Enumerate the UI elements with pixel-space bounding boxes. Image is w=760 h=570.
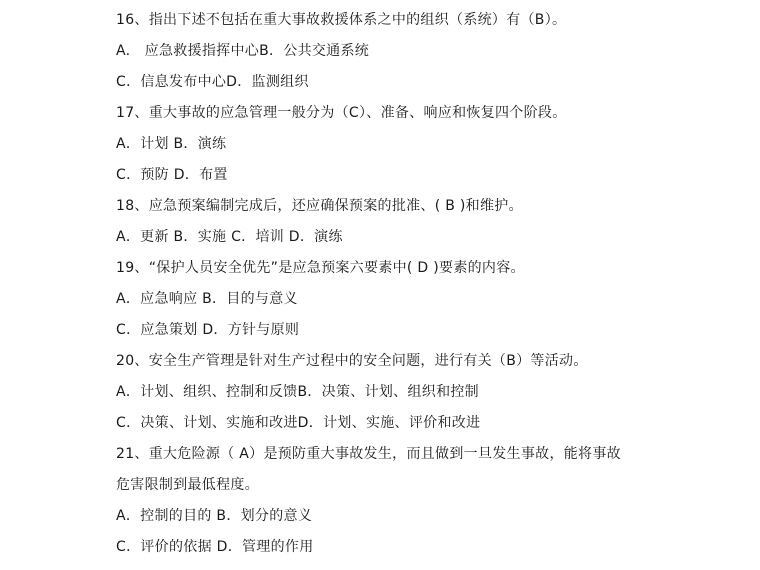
- question-18: 18、应急预案编制完成后，还应确保预案的批准、( B )和维护。: [116, 198, 523, 214]
- question-20: 20、安全生产管理是针对生产过程中的安全问题，进行有关（B）等活动。: [116, 353, 588, 369]
- question-17: 17、重大事故的应急管理一般分为（C）、准备、响应和恢复四个阶段。: [116, 105, 567, 121]
- question-17-options-ab: A．计划 B．演练: [116, 136, 227, 152]
- question-18-options: A．更新 B．实施 C．培训 D．演练: [116, 229, 343, 245]
- question-16-options-ab: A. 应急救援指挥中心B．公共交通系统: [116, 43, 370, 59]
- question-20-options-cd: C．决策、计划、实施和改进D．计划、实施、评价和改进: [116, 415, 481, 431]
- question-21-continued: 危害限制到最低程度。: [116, 477, 259, 493]
- question-21-options-cd: C．评价的依据 D．管理的作用: [116, 539, 314, 555]
- question-16: 16、指出下述不包括在重大事故救援体系之中的组织（系统）有（B）。: [116, 12, 567, 28]
- question-16-options-cd: C．信息发布中心D．监测组织: [116, 74, 309, 90]
- question-19-options-cd: C．应急策划 D．方针与原则: [116, 322, 300, 338]
- question-21-options-ab: A．控制的目的 B．划分的意义: [116, 508, 313, 524]
- question-21: 21、重大危险源（ A）是预防重大事故发生，而且做到一旦发生事故，能将事故: [116, 446, 621, 462]
- question-17-options-cd: C．预防 D．布置: [116, 167, 228, 183]
- question-19: 19、“保护人员安全优先”是应急预案六要素中( D )要素的内容。: [116, 260, 525, 276]
- question-19-options-ab: A．应急响应 B．目的与意义: [116, 291, 298, 307]
- question-20-options-ab: A．计划、组织、控制和反馈B．决策、计划、组织和控制: [116, 384, 479, 400]
